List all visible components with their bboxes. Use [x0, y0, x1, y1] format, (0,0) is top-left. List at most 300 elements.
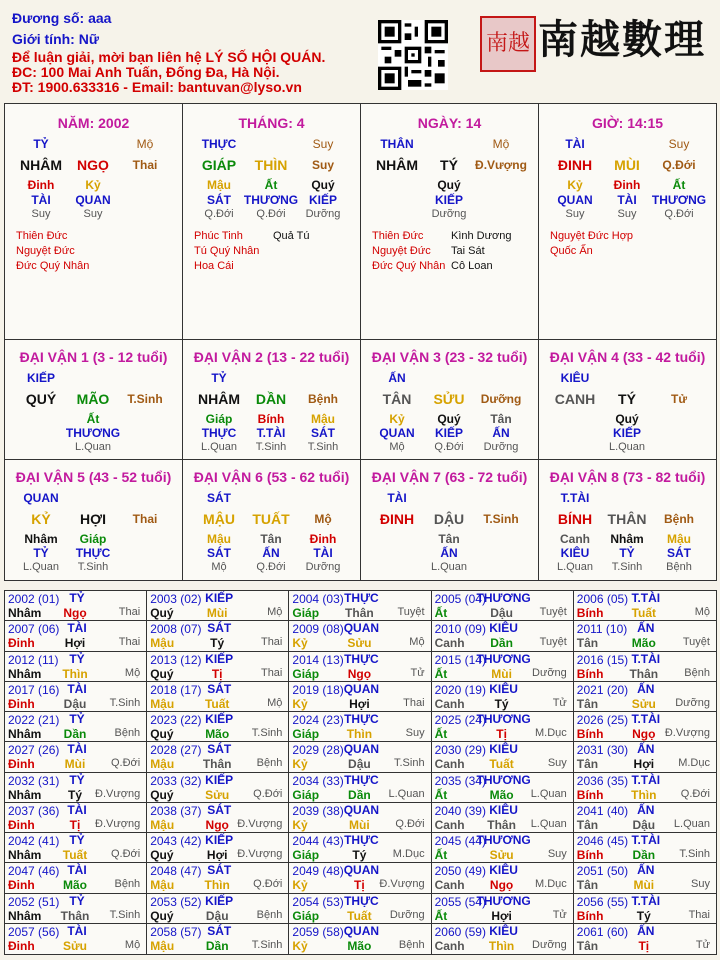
- year-cell[interactable]: [5, 833, 147, 863]
- year-cell[interactable]: [432, 863, 574, 893]
- hidden-ten-god: QUAN: [75, 193, 111, 207]
- year-cell[interactable]: [574, 863, 716, 893]
- year-ten-god: THƯƠNG: [476, 712, 531, 726]
- year-label: 2056 (55): [576, 894, 629, 909]
- year-stem: Canh: [434, 938, 465, 953]
- life-stage-label: Mộ: [492, 137, 510, 151]
- year-life-stage: Dưỡng: [532, 938, 567, 951]
- year-label: 2024 (23): [292, 713, 344, 727]
- year-stem: Quý: [150, 787, 174, 802]
- year-life-stage: Dưỡng: [389, 908, 425, 921]
- hidden-life-stage: Suy: [617, 208, 637, 220]
- four-pillars-grid: [4, 103, 717, 581]
- year-stem: Kỷ: [292, 878, 308, 893]
- year-label: 2009 (08): [292, 622, 344, 637]
- year-label: 2053 (52): [150, 894, 202, 909]
- year-cell[interactable]: [432, 621, 574, 651]
- year-cell[interactable]: [432, 803, 574, 833]
- year-stem: Bính: [576, 908, 604, 923]
- year-label: 2041 (40): [576, 803, 629, 818]
- pillar-cell: [361, 104, 539, 340]
- heavenly-stem: ĐINH: [557, 157, 593, 173]
- year-label: 2026 (25): [576, 713, 629, 727]
- year-cell[interactable]: [574, 833, 716, 863]
- year-ten-god: QUAN: [343, 863, 380, 878]
- year-cell[interactable]: [5, 652, 147, 682]
- year-stem: Bính: [576, 606, 604, 620]
- year-ten-god: TÀI: [67, 621, 87, 636]
- year-life-stage: Bệnh: [398, 938, 425, 951]
- hidden-ten-god: KIẾP: [434, 426, 464, 440]
- year-label: 2034 (33): [292, 773, 344, 788]
- year-stem: Giáp: [292, 727, 320, 741]
- year-life-stage: Tử: [410, 666, 425, 679]
- ten-god-label: TÀI: [565, 137, 585, 151]
- hidden-ten-god: QUAN: [557, 193, 593, 207]
- year-label: 2018 (17): [150, 682, 202, 697]
- stage-tag: Thai: [132, 512, 158, 526]
- hidden-ten-god: THỰC: [75, 546, 111, 560]
- hidden-life-stage: Q.Đới: [256, 561, 286, 573]
- year-cell[interactable]: [5, 773, 147, 803]
- year-branch: Sửu: [347, 636, 372, 651]
- year-stem: Giáp: [292, 848, 320, 862]
- year-stem: Bính: [576, 787, 604, 802]
- year-cell[interactable]: [432, 682, 574, 712]
- year-branch: Tý: [210, 636, 225, 651]
- year-branch: Mùi: [64, 757, 86, 772]
- stage-tag: Bệnh: [664, 512, 694, 526]
- year-stem: Ất: [434, 848, 448, 862]
- year-life-stage: Thai: [260, 666, 283, 679]
- year-label: 2025 (24): [434, 713, 486, 727]
- year-label: 2004 (03): [292, 592, 344, 606]
- year-cell[interactable]: [5, 924, 147, 954]
- year-life-stage: Q.Đới: [253, 787, 283, 800]
- year-branch: Mão: [63, 878, 87, 893]
- year-cell[interactable]: [5, 591, 147, 621]
- year-branch: Ngọ: [205, 817, 229, 832]
- year-ten-god: T.TÀI: [631, 651, 661, 666]
- ten-god-label: KIÊU: [560, 371, 590, 385]
- year-branch: Thân: [202, 757, 232, 772]
- dai-van-cell: [183, 340, 361, 460]
- year-branch: Sửu: [62, 938, 88, 953]
- year-cell[interactable]: [289, 742, 431, 772]
- hidden-ten-god: THƯƠNG: [65, 426, 121, 440]
- ten-god-label: T.TÀI: [560, 491, 590, 505]
- year-ten-god: TÀI: [67, 802, 87, 817]
- year-cell[interactable]: [289, 591, 431, 621]
- year-stem: Giáp: [292, 908, 320, 923]
- year-label: 2055 (54): [434, 894, 486, 909]
- hidden-ten-god: SÁT: [207, 546, 231, 560]
- year-cell[interactable]: [289, 773, 431, 803]
- year-cell[interactable]: [147, 591, 289, 621]
- hidden-ten-god: TÀI: [31, 193, 51, 207]
- year-life-stage: M.Dục: [535, 878, 567, 891]
- year-life-stage: Q.Đới: [395, 817, 425, 830]
- year-ten-god: SÁT: [207, 742, 232, 757]
- pillar-cell: [539, 104, 716, 340]
- hidden-life-stage: Suy: [565, 208, 585, 220]
- year-life-stage: Dưỡng: [532, 666, 567, 679]
- year-life-stage: Q.Đới: [110, 848, 141, 860]
- dai-van-title: ĐẠI VẬN 4 (33 - 42 tuổi): [549, 349, 706, 365]
- inauspicious-star: Cô Loan: [451, 260, 493, 272]
- year-cell[interactable]: [5, 742, 147, 772]
- year-cell[interactable]: [5, 621, 147, 651]
- year-stem: Tân: [576, 878, 599, 893]
- ten-god-label: QUAN: [23, 491, 59, 505]
- year-cell[interactable]: [147, 773, 289, 803]
- hidden-ten-god: TÀI: [617, 193, 637, 207]
- year-cell[interactable]: [289, 652, 431, 682]
- dai-van-title: ĐẠI VẬN 8 (73 - 82 tuổi): [549, 469, 706, 485]
- year-cell[interactable]: [147, 894, 289, 924]
- year-branch: Dậu: [490, 606, 513, 620]
- year-cell[interactable]: [432, 742, 574, 772]
- year-life-stage: M.Dục: [535, 727, 567, 739]
- year-cell[interactable]: [147, 863, 289, 893]
- heavenly-stem: QUÝ: [25, 391, 57, 407]
- year-stem: Mậu: [150, 757, 175, 772]
- year-label: 2051 (50): [576, 864, 629, 879]
- year-cell[interactable]: [574, 591, 716, 621]
- dai-van-cell: [183, 460, 361, 580]
- year-cell[interactable]: [5, 863, 147, 893]
- year-stem: Kỷ: [292, 757, 308, 772]
- year-branch: Thìn: [62, 666, 88, 681]
- life-stage-label: Suy: [312, 137, 334, 151]
- hidden-ten-god: T.TÀI: [256, 426, 286, 440]
- year-life-stage: Mộ: [124, 666, 141, 679]
- heavenly-stem: KỶ: [31, 511, 51, 527]
- year-ten-god: T.TÀI: [631, 772, 661, 787]
- year-life-stage: Tử: [552, 908, 567, 921]
- year-stem: Bính: [576, 666, 604, 681]
- hidden-ten-god: TÀI: [313, 546, 333, 560]
- year-cell[interactable]: [147, 742, 289, 772]
- year-label: 2028 (27): [150, 743, 202, 758]
- year-life-stage: Đ.Vượng: [379, 878, 425, 891]
- year-ten-god: SÁT: [207, 923, 232, 938]
- dai-van-title: ĐẠI VẬN 3 (23 - 32 tuổi): [371, 349, 528, 365]
- year-cell[interactable]: [432, 924, 574, 954]
- year-life-stage: T.Sinh: [394, 757, 425, 770]
- year-ten-god: TỶ: [69, 893, 85, 908]
- year-stem: Quý: [150, 908, 174, 923]
- year-stem: Đinh: [8, 938, 35, 953]
- year-cell[interactable]: [289, 894, 431, 924]
- hidden-ten-god: ẤN: [440, 546, 458, 560]
- earthly-branch: THÌN: [254, 157, 288, 173]
- year-ten-god: KIÊU: [489, 742, 518, 757]
- hidden-ten-god: KIẾP: [308, 193, 338, 207]
- year-label: 2032 (31): [8, 773, 60, 788]
- dai-van-cell: [361, 460, 539, 580]
- year-cell[interactable]: [432, 773, 574, 803]
- year-cell[interactable]: [147, 803, 289, 833]
- dai-van-title: ĐẠI VẬN 5 (43 - 52 tuổi): [15, 469, 172, 485]
- year-branch: Mùi: [491, 666, 512, 681]
- year-ten-god: KIẾP: [205, 591, 234, 605]
- hidden-stem: Đinh: [613, 178, 641, 192]
- year-branch: Dần: [63, 727, 87, 741]
- year-life-stage: Mộ: [124, 938, 141, 951]
- ten-god-label: THỰC: [201, 137, 237, 151]
- year-cell[interactable]: [289, 712, 431, 742]
- year-life-stage: Bệnh: [256, 757, 283, 770]
- hidden-life-stage: Dưỡng: [305, 561, 341, 573]
- year-cell[interactable]: [147, 682, 289, 712]
- inauspicious-star: Kình Dương: [451, 230, 512, 242]
- year-cell[interactable]: [574, 803, 716, 833]
- year-ten-god: QUAN: [343, 621, 380, 636]
- year-life-stage: Đ.Vượng: [95, 817, 141, 830]
- hidden-stem: Giáp: [79, 532, 107, 546]
- year-cell[interactable]: [574, 621, 716, 651]
- heavenly-stem: TÂN: [382, 391, 412, 407]
- year-label: 2040 (39): [434, 803, 486, 818]
- year-branch: Tý: [352, 848, 367, 862]
- year-branch: Hợi: [206, 848, 228, 862]
- year-cell[interactable]: [5, 894, 147, 924]
- year-ten-god: QUAN: [343, 802, 380, 817]
- year-branch: Thân: [629, 666, 659, 681]
- life-stage-label: Mộ: [136, 137, 154, 151]
- year-branch: Ngọ: [632, 727, 656, 741]
- year-label: 2005 (04): [434, 592, 486, 606]
- year-branch: Mão: [631, 636, 656, 651]
- year-stem: Ất: [434, 727, 448, 741]
- year-ten-god: ẤN: [637, 802, 655, 817]
- hidden-stem: Nhâm: [610, 532, 644, 546]
- year-cell[interactable]: [432, 894, 574, 924]
- year-life-stage: Mộ: [267, 696, 283, 709]
- year-branch: Tị: [496, 727, 507, 741]
- year-branch: Tuất: [62, 848, 88, 862]
- year-label: 2020 (19): [434, 682, 486, 697]
- year-cell[interactable]: [5, 712, 147, 742]
- hidden-stem: Quý: [615, 412, 639, 426]
- year-cell[interactable]: [432, 833, 574, 863]
- year-branch: Thân: [60, 908, 90, 923]
- year-stem: Nhâm: [8, 848, 42, 862]
- year-stem: Canh: [434, 817, 465, 832]
- year-ten-god: SÁT: [207, 863, 232, 878]
- year-cell[interactable]: [574, 773, 716, 803]
- auspicious-star: Đức Quý Nhân: [372, 260, 446, 272]
- year-stem: Bính: [576, 727, 604, 741]
- year-label: 2023 (22): [150, 713, 202, 727]
- year-branch: Thìn: [204, 878, 230, 893]
- year-branch: Tuất: [489, 757, 514, 772]
- dai-van-title: ĐẠI VẬN 2 (13 - 22 tuổi): [193, 349, 350, 365]
- year-ten-god: ẤN: [637, 923, 655, 938]
- year-life-stage: Bệnh: [256, 908, 283, 921]
- dai-van-cell: [539, 340, 716, 460]
- year-cell[interactable]: [147, 712, 289, 742]
- year-cell[interactable]: [147, 652, 289, 682]
- hidden-stem: Kỷ: [85, 178, 101, 192]
- hidden-ten-god: QUAN: [379, 426, 415, 440]
- pillar-cell: [5, 104, 183, 340]
- year-cell[interactable]: [5, 803, 147, 833]
- auspicious-star: Nguyệt Đức Hợp: [550, 230, 634, 242]
- year-label: 2042 (41): [8, 834, 60, 848]
- year-cell[interactable]: [432, 652, 574, 682]
- hidden-stem: Ất: [86, 412, 100, 426]
- year-cell[interactable]: [574, 894, 716, 924]
- year-branch: Sửu: [205, 787, 230, 802]
- hidden-ten-god: TỶ: [619, 546, 635, 560]
- hidden-stem: Quý: [437, 412, 461, 426]
- year-label: 2037 (36): [8, 803, 60, 818]
- heavenly-stem: NHÂM: [20, 157, 62, 173]
- year-life-stage: Đ.Vượng: [95, 787, 141, 800]
- hidden-stem: Ất: [264, 178, 278, 192]
- hidden-life-stage: L.Quan: [556, 561, 594, 573]
- year-branch: Mão: [489, 787, 514, 802]
- year-stem: Quý: [150, 606, 174, 620]
- year-cell[interactable]: [574, 924, 716, 954]
- dai-van-cell: [539, 460, 716, 580]
- year-branch: Tý: [67, 787, 83, 802]
- year-ten-god: TỶ: [69, 772, 85, 787]
- year-branch: Tuất: [204, 696, 230, 711]
- stage-tag: Bệnh: [308, 392, 338, 406]
- year-branch: Dần: [348, 787, 371, 802]
- pillar-title: GIỜ: 14:15: [591, 115, 664, 131]
- year-cell[interactable]: [147, 833, 289, 863]
- ten-god-label: KIẾP: [26, 371, 56, 385]
- hidden-stem: Nhâm: [24, 532, 58, 546]
- pillar-title: NGÀY: 14: [417, 115, 482, 131]
- year-ten-god: THƯƠNG: [476, 833, 531, 847]
- year-stem: Tân: [576, 757, 599, 772]
- year-stem: Mậu: [150, 817, 175, 832]
- year-cell[interactable]: [289, 682, 431, 712]
- year-label: 2049 (48): [292, 864, 344, 879]
- year-stem: Nhâm: [8, 606, 42, 620]
- year-ten-god: TÀI: [67, 681, 87, 696]
- year-ten-god: THỰC: [344, 772, 379, 787]
- year-stem: Quý: [150, 727, 174, 741]
- dai-van-title: ĐẠI VẬN 6 (53 - 62 tuổi): [193, 469, 350, 485]
- stage-tag: Tử: [670, 392, 688, 406]
- year-stem: Canh: [434, 757, 465, 772]
- year-ten-god: QUAN: [343, 681, 380, 696]
- year-ten-god: TỶ: [69, 591, 85, 605]
- pillar-cell: [183, 104, 361, 340]
- phone-email-line[interactable]: ĐT: 1900.633316 - Email: bantuvan@lyso.vn: [12, 79, 302, 95]
- year-branch: Hợi: [633, 757, 655, 772]
- ten-god-label: ẤN: [388, 371, 406, 385]
- year-ten-god: T.TÀI: [631, 712, 661, 726]
- hidden-ten-god: ẤN: [262, 546, 280, 560]
- year-cell[interactable]: [289, 803, 431, 833]
- hidden-ten-god: TỶ: [33, 546, 49, 560]
- year-label: 2016 (15): [576, 652, 629, 667]
- year-label: 2008 (07): [150, 622, 202, 637]
- hidden-stem: Quý: [437, 178, 461, 192]
- year-cell[interactable]: [432, 712, 574, 742]
- year-cell[interactable]: [147, 924, 289, 954]
- year-ten-god: KIẾP: [205, 712, 234, 726]
- hidden-ten-god: KIẾP: [612, 426, 642, 440]
- year-label: 2039 (38): [292, 803, 344, 818]
- auspicious-star: Nguyệt Đức: [372, 245, 431, 257]
- hidden-ten-god: SÁT: [667, 546, 691, 560]
- year-life-stage: Thai: [118, 636, 141, 649]
- hidden-stem: Đinh: [309, 532, 337, 546]
- hidden-stem: Giáp: [205, 412, 233, 426]
- year-stem: Ất: [434, 908, 448, 923]
- year-cell[interactable]: [574, 712, 716, 742]
- year-life-stage: Mộ: [694, 606, 710, 618]
- heavenly-stem: BÍNH: [557, 511, 593, 527]
- year-stem: Tân: [576, 938, 599, 953]
- year-ten-god: T.TÀI: [631, 893, 661, 908]
- year-cell[interactable]: [574, 682, 716, 712]
- hidden-stem: Ất: [672, 178, 686, 192]
- year-cell[interactable]: [289, 833, 431, 863]
- auspicious-star: Hoa Cái: [194, 260, 234, 272]
- year-stem: Ất: [434, 787, 448, 802]
- year-cell[interactable]: [432, 591, 574, 621]
- header: [0, 0, 720, 100]
- year-branch: Sửu: [631, 696, 656, 711]
- stage-tag: Mộ: [314, 512, 332, 526]
- year-stem: Nhâm: [8, 727, 42, 741]
- year-cell[interactable]: [574, 742, 716, 772]
- year-cell[interactable]: [574, 652, 716, 682]
- year-life-stage: M.Dục: [392, 848, 425, 860]
- year-life-stage: Tử: [695, 938, 710, 951]
- brand-logo: 南越數理: [538, 16, 706, 63]
- year-cell[interactable]: [289, 621, 431, 651]
- hidden-stem: Mậu: [311, 412, 335, 426]
- hidden-stem: Tân: [490, 412, 512, 426]
- year-branch: Tuất: [631, 606, 657, 620]
- year-label: 2054 (53): [292, 894, 344, 909]
- year-branch: Dần: [205, 938, 229, 953]
- inauspicious-star: Quả Tú: [273, 230, 310, 242]
- earthly-branch: TÝ: [618, 391, 636, 407]
- year-ten-god: KIÊU: [489, 923, 518, 938]
- earthly-branch: THÂN: [607, 511, 647, 527]
- year-stem: Mậu: [150, 636, 175, 651]
- year-cell[interactable]: [289, 863, 431, 893]
- year-stem: Ất: [434, 666, 448, 681]
- qr-code-icon[interactable]: [378, 20, 448, 90]
- year-cell[interactable]: [5, 682, 147, 712]
- year-branch: Tị: [211, 666, 223, 681]
- year-ten-god: QUAN: [343, 742, 380, 757]
- year-life-stage: Dưỡng: [675, 696, 710, 709]
- auspicious-star: Thiên Đức: [372, 230, 424, 242]
- year-life-stage: L.Quan: [388, 787, 425, 800]
- hidden-life-stage: Dưỡng: [431, 208, 467, 220]
- earthly-branch: SỬU: [433, 391, 465, 407]
- year-branch: Tý: [636, 908, 651, 923]
- year-life-stage: Bệnh: [114, 878, 141, 891]
- year-cell[interactable]: [147, 621, 289, 651]
- year-branch: Thìn: [488, 938, 515, 953]
- year-label: 2029 (28): [292, 743, 344, 758]
- year-cell[interactable]: [289, 924, 431, 954]
